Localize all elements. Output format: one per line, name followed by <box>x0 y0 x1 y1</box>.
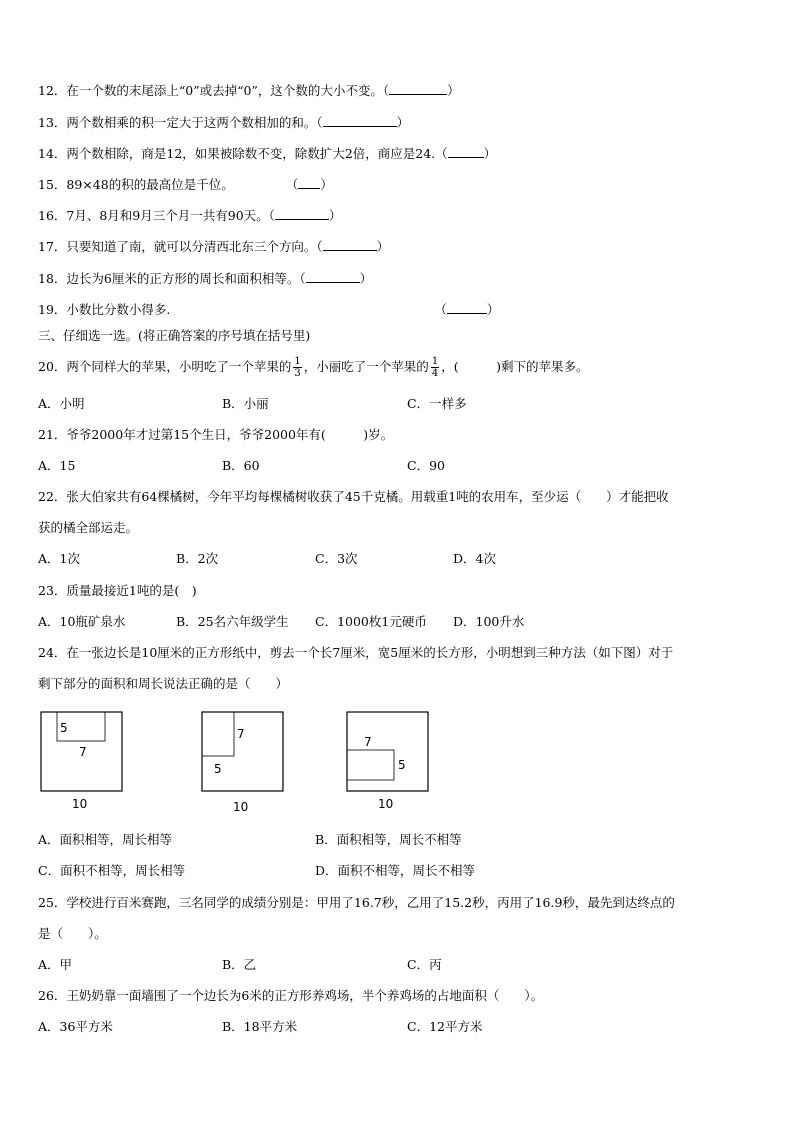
answer-blank[interactable] <box>298 176 320 189</box>
bracket-close: ） <box>486 302 500 317</box>
option-b[interactable]: B．2次 <box>176 551 219 566</box>
option-c[interactable]: C．丙 <box>407 957 442 972</box>
question-15 <box>38 176 333 193</box>
answer-blank[interactable] <box>447 301 487 314</box>
figure-method-1 <box>40 711 130 815</box>
question-text: 18．边长为6厘米的正方形的周长和面积相等。（ <box>38 271 306 286</box>
option-c[interactable]: C．90 <box>407 458 445 473</box>
question-22-line2: 获的橘全部运走。 <box>38 520 139 535</box>
option-b[interactable]: B．面积相等，周长不相等 <box>315 832 462 847</box>
cut-rectangle <box>202 712 234 756</box>
question-16 <box>38 207 341 224</box>
option-d[interactable]: D．4次 <box>453 551 496 566</box>
question-24-line1: 24．在一张边长是10厘米的正方形纸中，剪去一个长7厘米，宽5厘米的长方形，小明想到三种方法（如下图）对于 <box>38 645 674 660</box>
figure-method-3 <box>346 711 436 815</box>
option-a[interactable]: A．10瓶矿泉水 <box>38 614 126 629</box>
bracket-close: ） <box>320 177 333 192</box>
question-26: 26．王奶奶靠一面墙围了一个边长为6米的正方形养鸡场，半个养鸡场的占地面积（ ）。 <box>38 988 544 1003</box>
question-text: 15．89×48的积的最高位是千位。 <box>38 177 234 192</box>
option-b[interactable]: B．乙 <box>222 957 257 972</box>
option-b[interactable]: B．18平方米 <box>222 1019 298 1034</box>
question-20 <box>38 356 588 379</box>
fraction-one-third: $\frac{1}{3}$ <box>294 356 301 379</box>
section-heading: 三、仔细选一选。(将正确答案的序号填在括号里) <box>38 328 311 343</box>
question-23: 23．质量最接近1吨的是( ) <box>38 583 197 598</box>
label-width: 7 <box>364 735 372 749</box>
question-text: 16．7月、8月和9月三个月一共有90天。（ <box>38 208 275 223</box>
answer-blank[interactable] <box>306 270 360 283</box>
bracket-open: （ <box>434 302 447 317</box>
option-b[interactable]: B．25名六年级学生 <box>176 614 289 629</box>
option-c[interactable]: C．一样多 <box>407 396 467 411</box>
question-text: 13．两个数相乘的积一定大于这两个数相加的和。（ <box>38 115 323 130</box>
bracket-close: ） <box>396 115 410 130</box>
answer-blank[interactable] <box>448 145 484 158</box>
question-25-line1: 25．学校进行百米赛跑，三名同学的成绩分别是：甲用了16.7秒，乙用了15.2秒，丙用了16.9秒，最先到达终点的 <box>38 895 675 910</box>
option-b[interactable]: B．小丽 <box>222 396 269 411</box>
option-b[interactable]: B．60 <box>222 458 260 473</box>
question-22-line1: 22．张大伯家共有64棵橘树，今年平均每棵橘树收获了45千克橘。用载重1吨的农用车，至少运（ ）才能把收 <box>38 489 669 504</box>
option-c[interactable]: C．1000枚1元硬币 <box>315 614 427 629</box>
question-13 <box>38 114 409 131</box>
fraction-one-fourth: $\frac{1}{4}$ <box>431 356 439 379</box>
question-19 <box>38 301 499 318</box>
question-text: 17．只要知道了南，就可以分清西北东三个方向。（ <box>38 239 323 254</box>
label-height: 5 <box>398 758 406 772</box>
answer-blank[interactable] <box>323 114 397 127</box>
answer-blank[interactable] <box>389 82 447 95</box>
question-text: 19．小数比分数小得多. <box>38 302 171 317</box>
question-text: ，小丽吃了一个苹果的 <box>303 359 429 374</box>
label-width: 5 <box>214 762 222 776</box>
question-18 <box>38 270 372 287</box>
outer-square <box>347 712 428 791</box>
label-height: 7 <box>237 727 245 741</box>
bracket-close: ） <box>359 271 373 286</box>
cut-rectangle <box>347 750 394 780</box>
question-17 <box>38 238 389 255</box>
option-a[interactable]: A．甲 <box>38 957 73 972</box>
answer-blank[interactable] <box>275 207 329 220</box>
option-a[interactable]: A．15 <box>38 458 76 473</box>
bracket-open: （ <box>285 177 299 192</box>
option-c[interactable]: C．12平方米 <box>407 1019 483 1034</box>
bracket-close: ） <box>483 146 497 161</box>
bracket-close: ） <box>447 83 460 98</box>
question-text: ，( )剩下的苹果多。 <box>441 359 589 374</box>
label-side: 10 <box>378 797 394 811</box>
question-14 <box>38 145 496 162</box>
outer-square <box>202 712 283 791</box>
label-side: 10 <box>233 800 249 814</box>
question-text: 12．在一个数的末尾添上“0”或去掉“0”，这个数的大小不变。（ <box>38 83 390 98</box>
question-12 <box>38 82 460 99</box>
figure-method-2 <box>201 711 291 819</box>
option-c[interactable]: C．面积不相等，周长相等 <box>38 863 186 878</box>
option-d[interactable]: D．面积不相等，周长不相等 <box>315 863 476 878</box>
option-a[interactable]: A．小明 <box>38 396 85 411</box>
question-21: 21．爷爷2000年才过第15个生日，爷爷2000年有( )岁。 <box>38 427 394 442</box>
option-a[interactable]: A．面积相等，周长相等 <box>38 832 173 847</box>
question-text: 20．两个同样大的苹果，小明吃了一个苹果的 <box>38 359 292 374</box>
bracket-close: ） <box>376 239 390 254</box>
label-side: 10 <box>72 797 88 811</box>
label-height: 5 <box>60 721 68 735</box>
question-24-line2: 剩下部分的面积和周长说法正确的是（ ） <box>38 676 289 691</box>
answer-blank[interactable] <box>323 238 377 251</box>
question-25-line2: 是（ ）。 <box>38 926 107 941</box>
option-d[interactable]: D．100升水 <box>453 614 525 629</box>
label-width: 7 <box>79 745 87 759</box>
option-c[interactable]: C．3次 <box>315 551 358 566</box>
bracket-close: ） <box>328 208 342 223</box>
option-a[interactable]: A．1次 <box>38 551 80 566</box>
question-text: 14．两个数相除，商是12，如果被除数不变，除数扩大2倍，商应是24.（ <box>38 146 448 161</box>
option-a[interactable]: A．36平方米 <box>38 1019 113 1034</box>
